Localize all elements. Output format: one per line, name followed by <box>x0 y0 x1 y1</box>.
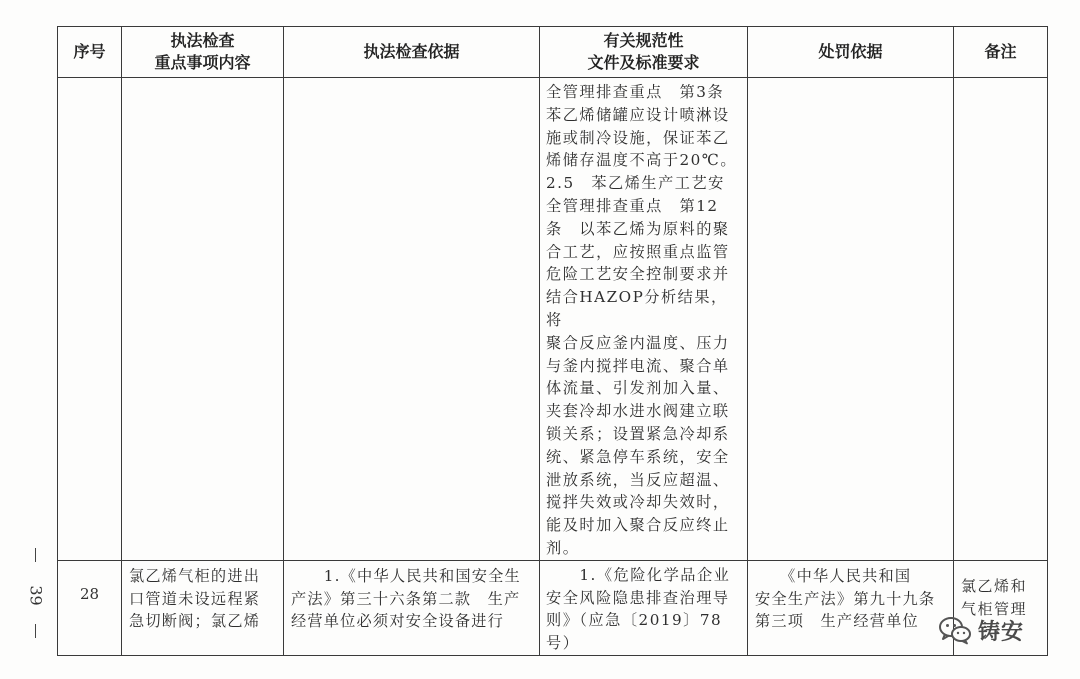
cell-penalty: 《中华人民共和国 安全生产法》第九十九条 第三项 生产经营单位 <box>748 560 954 655</box>
header-standards: 有关规范性 文件及标准要求 <box>540 27 748 78</box>
header-basis: 执法检查依据 <box>284 27 540 78</box>
watermark <box>938 612 1024 648</box>
watermark-text: 铸安 <box>978 619 1025 645</box>
page-number-value: 39 <box>26 585 46 606</box>
cell-remark: 氯乙烯和 气柜管理 <box>954 560 1048 655</box>
header-focus: 执法检查 重点事项内容 <box>122 27 284 78</box>
cell-basis: 1.《中华人民共和国安全生 产法》第三十六条第二款 生产 经营单位必须对安全设备进行 <box>284 560 540 655</box>
header-remark: 备注 <box>954 27 1048 78</box>
page-number-dash-bottom <box>35 624 36 638</box>
table-row <box>58 78 1048 561</box>
wechat-icon <box>938 615 972 645</box>
page-number-dash-top <box>35 548 36 562</box>
cell-focus: 氯乙烯气柜的进出 口管道未设远程紧 急切断阀；氯乙烯 <box>122 560 284 655</box>
table-header-row <box>58 27 1048 78</box>
inspection-table <box>57 26 1048 656</box>
cell-penalty <box>748 78 954 561</box>
cell-standards: 全管理排查重点 第3条 苯乙烯储罐应设计喷淋设 施或制冷设施，保证苯乙 烯储存温度不高于20℃。 2.5 苯乙烯生产工艺安 全管理排查重点 第12 条 以苯乙烯为原料的聚 合工艺，应按照重点监管 危险工艺安全控制要求并 结合HAZOP分析结果，将 聚合反应釜内温度、压力 与釜内搅拌电流、聚合单 体流量、引发剂加入量、 夹套冷却水进水阀建立联 锁关系；设置紧急冷却系 统、紧急停车系统，安全 泄放系统，当反应超温、 搅拌失效或冷却失效时， 能及时加入聚合反应终止 剂。 <box>540 78 748 561</box>
cell-focus <box>122 78 284 561</box>
cell-remark <box>954 78 1048 561</box>
table-row-28 <box>58 560 1048 655</box>
header-penalty: 处罚依据 <box>748 27 954 78</box>
cell-standards: 1.《危险化学品企业 安全风险隐患排查治理导 则》（应急〔2019〕78号） <box>540 560 748 655</box>
page-number <box>22 548 52 638</box>
cell-basis <box>284 78 540 561</box>
header-seq: 序号 <box>58 27 122 78</box>
cell-seq: 28 <box>58 560 122 655</box>
cell-seq <box>58 78 122 561</box>
